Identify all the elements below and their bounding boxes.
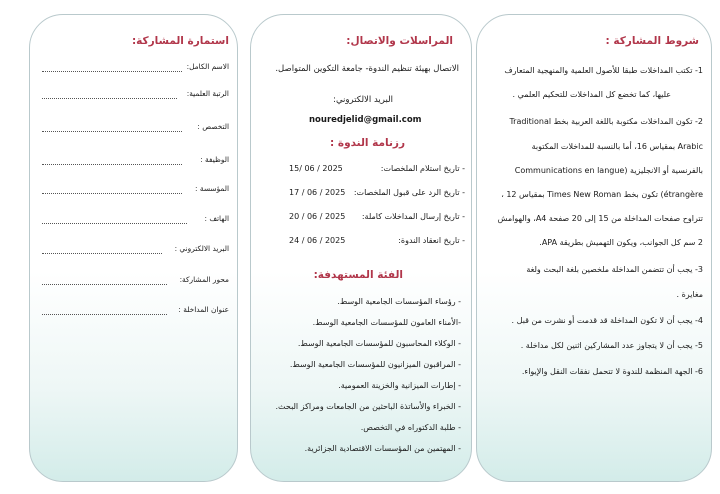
- conditions-panel: [476, 14, 712, 482]
- condition-line: 4- يجب أن لا تكون المداخلة قد قدمت أو نشرت من قبل .: [511, 316, 703, 325]
- contact-title: المراسلات والاتصال:: [346, 35, 453, 47]
- conditions-title: شروط المشاركة :: [605, 35, 699, 47]
- condition-line: étrangère) تكون بخط Times New Roman بمقياس 12 ،: [501, 190, 703, 199]
- field-label-rank: الرتبة العلمية:: [186, 89, 229, 98]
- participation-form-panel: [29, 14, 238, 482]
- condition-line: عليها، كما تخضع كل المداخلات للتحكيم العلمي .: [512, 90, 671, 99]
- field-label-phone: الهاتف :: [204, 214, 229, 223]
- audience-item: - الوكلاء المحاسبون للمؤسسات الجامعية الوسط.: [297, 339, 461, 348]
- condition-line: بالفرنسية أو الانجليزية (Communications en langue: [514, 166, 703, 175]
- schedule-label: - تاريخ استلام الملخصات:: [380, 164, 465, 173]
- field-line-specialty[interactable]: [42, 131, 182, 132]
- schedule-date: 2025 / 06 / 17: [289, 188, 346, 197]
- field-label-job: الوظيفة :: [200, 155, 229, 164]
- condition-line: 6- الجهة المنظمة للندوة لا تتحمل نفقات النقل والإيواء.: [521, 367, 703, 376]
- form-title: استمارة المشاركة:: [131, 35, 229, 47]
- audience-item: - الخبراء والأساتذة الباحثين من الجامعات ومراكز البحث.: [275, 402, 461, 411]
- schedule-label: - تاريخ إرسال المداخلات كاملة:: [361, 212, 465, 221]
- field-line-rank[interactable]: [42, 98, 177, 99]
- field-label-full-name: الاسم الكامل:: [186, 62, 229, 71]
- condition-line: 1- تكتب المداخلات طبقا للأصول العلمية والمنهجية المتعارف: [504, 66, 703, 75]
- field-label-specialty: التخصص :: [197, 122, 229, 131]
- field-label-institution: المؤسسة :: [195, 184, 229, 193]
- field-line-phone[interactable]: [42, 223, 187, 224]
- audience-item: - رؤساء المؤسسات الجامعية الوسط.: [337, 297, 461, 306]
- schedule-title: رزنامة الندوة :: [330, 137, 405, 149]
- audience-item: - طلبة الدكتوراه في التخصص.: [360, 423, 461, 432]
- field-line-full-name[interactable]: [42, 71, 182, 72]
- field-label-axis: محور المشاركة:: [179, 275, 229, 284]
- field-line-institution[interactable]: [42, 193, 182, 194]
- condition-line: تتراوح صفحات المداخلة من 15 إلى 20 صفحة A4، والهوامش: [497, 214, 703, 223]
- condition-line: 2 سم كل الجوانب، ويكون التهميش بطريقة APA.: [539, 238, 703, 247]
- field-line-email[interactable]: [42, 253, 162, 254]
- audience-item: -الأمناء العامون للمؤسسات الجامعية الوسط.: [312, 318, 461, 327]
- schedule-date: 2025 / 06 / 24: [289, 236, 346, 245]
- condition-line: مغايرة .: [676, 290, 703, 299]
- audience-title: الفئة المستهدفة:: [313, 269, 403, 281]
- condition-line: 5- يجب أن لا يتجاوز عدد المشاركين اثنين لكل مداخلة .: [520, 341, 703, 350]
- schedule-date: 2025 / 06 /15: [289, 164, 343, 173]
- condition-line: 2- تكون المداخلات مكتوبة باللغة العربية بخط Traditional: [509, 117, 703, 126]
- audience-item: - إطارات الميزانية والخزينة العمومية.: [338, 381, 461, 390]
- field-line-talk-title[interactable]: [42, 314, 167, 315]
- schedule-label: - تاريخ انعقاد الندوة:: [398, 236, 465, 245]
- schedule-date: 2025 / 06 / 20: [289, 212, 346, 221]
- schedule-label: - تاريخ الرد على قبول الملخصات:: [353, 188, 465, 197]
- field-line-job[interactable]: [42, 164, 182, 165]
- email-address[interactable]: nouredjelid@gmail.com: [309, 115, 422, 125]
- condition-line: 3- يجب أن تتضمن المداخلة ملخصين بلغة البحث ولغة: [526, 265, 703, 274]
- contact-line: الاتصال بهيئة تنظيم الندوة- جامعة التكوين المتواصل.: [275, 64, 459, 74]
- condition-line: Arabic بمقياس 16، أما بالنسبة للمداخلات المكتوبة: [531, 142, 703, 151]
- audience-item: - المهتمين من المؤسسات الاقتصادية الجزائرية.: [304, 444, 461, 453]
- field-label-email: البريد الالكتروني :: [174, 244, 229, 253]
- field-label-talk-title: عنوان المداخلة :: [178, 305, 229, 314]
- field-line-axis[interactable]: [42, 284, 167, 285]
- contact-panel: [250, 14, 472, 482]
- email-label: البريد الالكتروني:: [333, 95, 393, 105]
- audience-item: - المراقبون الميزانيون للمؤسسات الجامعية الوسط.: [289, 360, 461, 369]
